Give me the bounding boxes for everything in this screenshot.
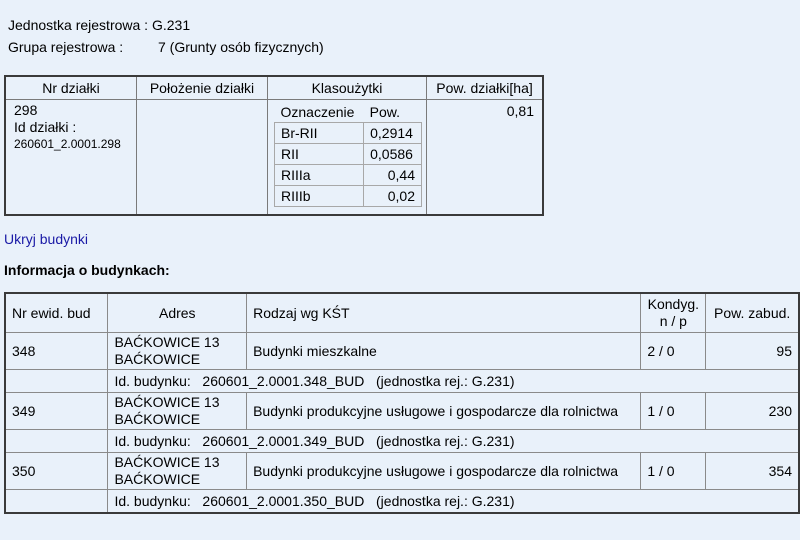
- klas-row: [275, 186, 422, 207]
- parcel-nr-cell: [5, 100, 137, 216]
- col-nr-dzialki: Nr działki: [5, 76, 137, 100]
- klas-row: [275, 165, 422, 186]
- buildings-info-heading: Informacja o budynkach:: [4, 262, 170, 278]
- parcel-header-row: [5, 76, 543, 100]
- klas-row: [275, 144, 422, 165]
- klas-pow: 0,2914: [364, 123, 422, 144]
- parcel-nr: 298: [14, 102, 38, 118]
- col-nr-ewid: Nr ewid. bud: [5, 293, 108, 333]
- grupa-line: [8, 39, 324, 55]
- col-rodzaj: Rodzaj wg KŚT: [247, 293, 641, 333]
- building-id-spacer: [5, 490, 108, 514]
- building-address-line2: BAĆKOWICE: [114, 411, 201, 427]
- col-klasouzytki: Klasoużytki: [268, 76, 427, 100]
- grupa-label: Grupa rejestrowa :: [8, 39, 124, 55]
- building-area: 95: [706, 333, 799, 370]
- building-nr: 350: [5, 453, 108, 490]
- klas-col-oznaczenie: Oznaczenie: [275, 102, 364, 123]
- building-address-line2: BAĆKOWICE: [114, 351, 201, 367]
- klas-header-row: [275, 102, 422, 123]
- parcel-klas-cell: [268, 100, 427, 216]
- building-id-row: [5, 490, 799, 514]
- building-id-cell: [108, 430, 799, 453]
- building-id-label: Id. budynku:: [114, 373, 191, 389]
- building-id-row: [5, 370, 799, 393]
- building-floors: 1 / 0: [641, 453, 706, 490]
- building-id-cell: [108, 370, 799, 393]
- building-id-spacer: [5, 430, 108, 453]
- building-address-line1: BAĆKOWICE 13: [114, 454, 220, 470]
- building-address: [108, 333, 247, 370]
- building-id-label: Id. budynku:: [114, 493, 191, 509]
- building-area: 230: [706, 393, 799, 430]
- building-id-spacer: [5, 370, 108, 393]
- col-kondyg-line2: n / p: [659, 313, 687, 329]
- building-area: 354: [706, 453, 799, 490]
- jednostka-value: G.231: [151, 17, 191, 33]
- building-address: [108, 453, 247, 490]
- klas-pow: 0,02: [364, 186, 422, 207]
- col-kondyg: [641, 293, 706, 333]
- grupa-value: 7 (Grunty osób fizycznych): [158, 39, 324, 55]
- building-address-line2: BAĆKOWICE: [114, 471, 201, 487]
- parcel-polozenie-cell: [137, 100, 268, 216]
- jednostka-label: Jednostka rejestrowa :: [8, 17, 152, 33]
- building-floors: 1 / 0: [641, 393, 706, 430]
- building-row: [5, 333, 799, 370]
- hide-buildings-link[interactable]: Ukryj budynki: [4, 231, 89, 247]
- building-type: Budynki produkcyjne usługowe i gospodarcze dla rolnictwa: [247, 453, 641, 490]
- building-address: [108, 393, 247, 430]
- col-pow-zabud: Pow. zabud.: [706, 293, 799, 333]
- building-id-value: 260601_2.0001.350_BUD: [202, 493, 365, 509]
- building-row: [5, 453, 799, 490]
- building-row: [5, 393, 799, 430]
- building-id-jedn: (jednostka rej.: G.231): [376, 433, 515, 449]
- building-id-jedn: (jednostka rej.: G.231): [376, 493, 515, 509]
- parcel-row: [5, 100, 543, 216]
- building-id-cell: [108, 490, 799, 514]
- building-nr: 349: [5, 393, 108, 430]
- klas-oznaczenie: RIIIa: [275, 165, 364, 186]
- building-address-line1: BAĆKOWICE 13: [114, 394, 220, 410]
- klas-pow: 0,0586: [364, 144, 422, 165]
- klas-oznaczenie: Br-RII: [275, 123, 364, 144]
- col-kondyg-line1: Kondyg.: [647, 296, 699, 312]
- klas-col-pow: Pow.: [364, 102, 422, 123]
- col-pow-dzialki: Pow. działki[ha]: [427, 76, 544, 100]
- klas-pow: 0,44: [364, 165, 422, 186]
- klas-row: [275, 123, 422, 144]
- building-id-jedn: (jednostka rej.: G.231): [376, 373, 515, 389]
- building-type: Budynki mieszkalne: [247, 333, 641, 370]
- jednostka-line: [8, 17, 190, 33]
- building-id-row: [5, 430, 799, 453]
- parcel-area: 0,81: [427, 100, 544, 216]
- klas-table: [274, 102, 422, 207]
- building-id-label: Id. budynku:: [114, 433, 191, 449]
- building-nr: 348: [5, 333, 108, 370]
- building-type: Budynki produkcyjne usługowe i gospodarcze dla rolnictwa: [247, 393, 641, 430]
- building-id-value: 260601_2.0001.349_BUD: [202, 433, 365, 449]
- building-id-value: 260601_2.0001.348_BUD: [202, 373, 365, 389]
- col-adres: Adres: [108, 293, 247, 333]
- parcel-id-value: 260601_2.0001.298: [14, 137, 121, 151]
- klas-oznaczenie: RII: [275, 144, 364, 165]
- klas-oznaczenie: RIIIb: [275, 186, 364, 207]
- parcel-table: [4, 75, 544, 216]
- col-polozenie: Położenie działki: [137, 76, 268, 100]
- parcel-id-label: Id działki :: [14, 119, 77, 135]
- building-address-line1: BAĆKOWICE 13: [114, 334, 220, 350]
- building-floors: 2 / 0: [641, 333, 706, 370]
- buildings-table: [4, 292, 800, 514]
- buildings-header-row: [5, 293, 799, 333]
